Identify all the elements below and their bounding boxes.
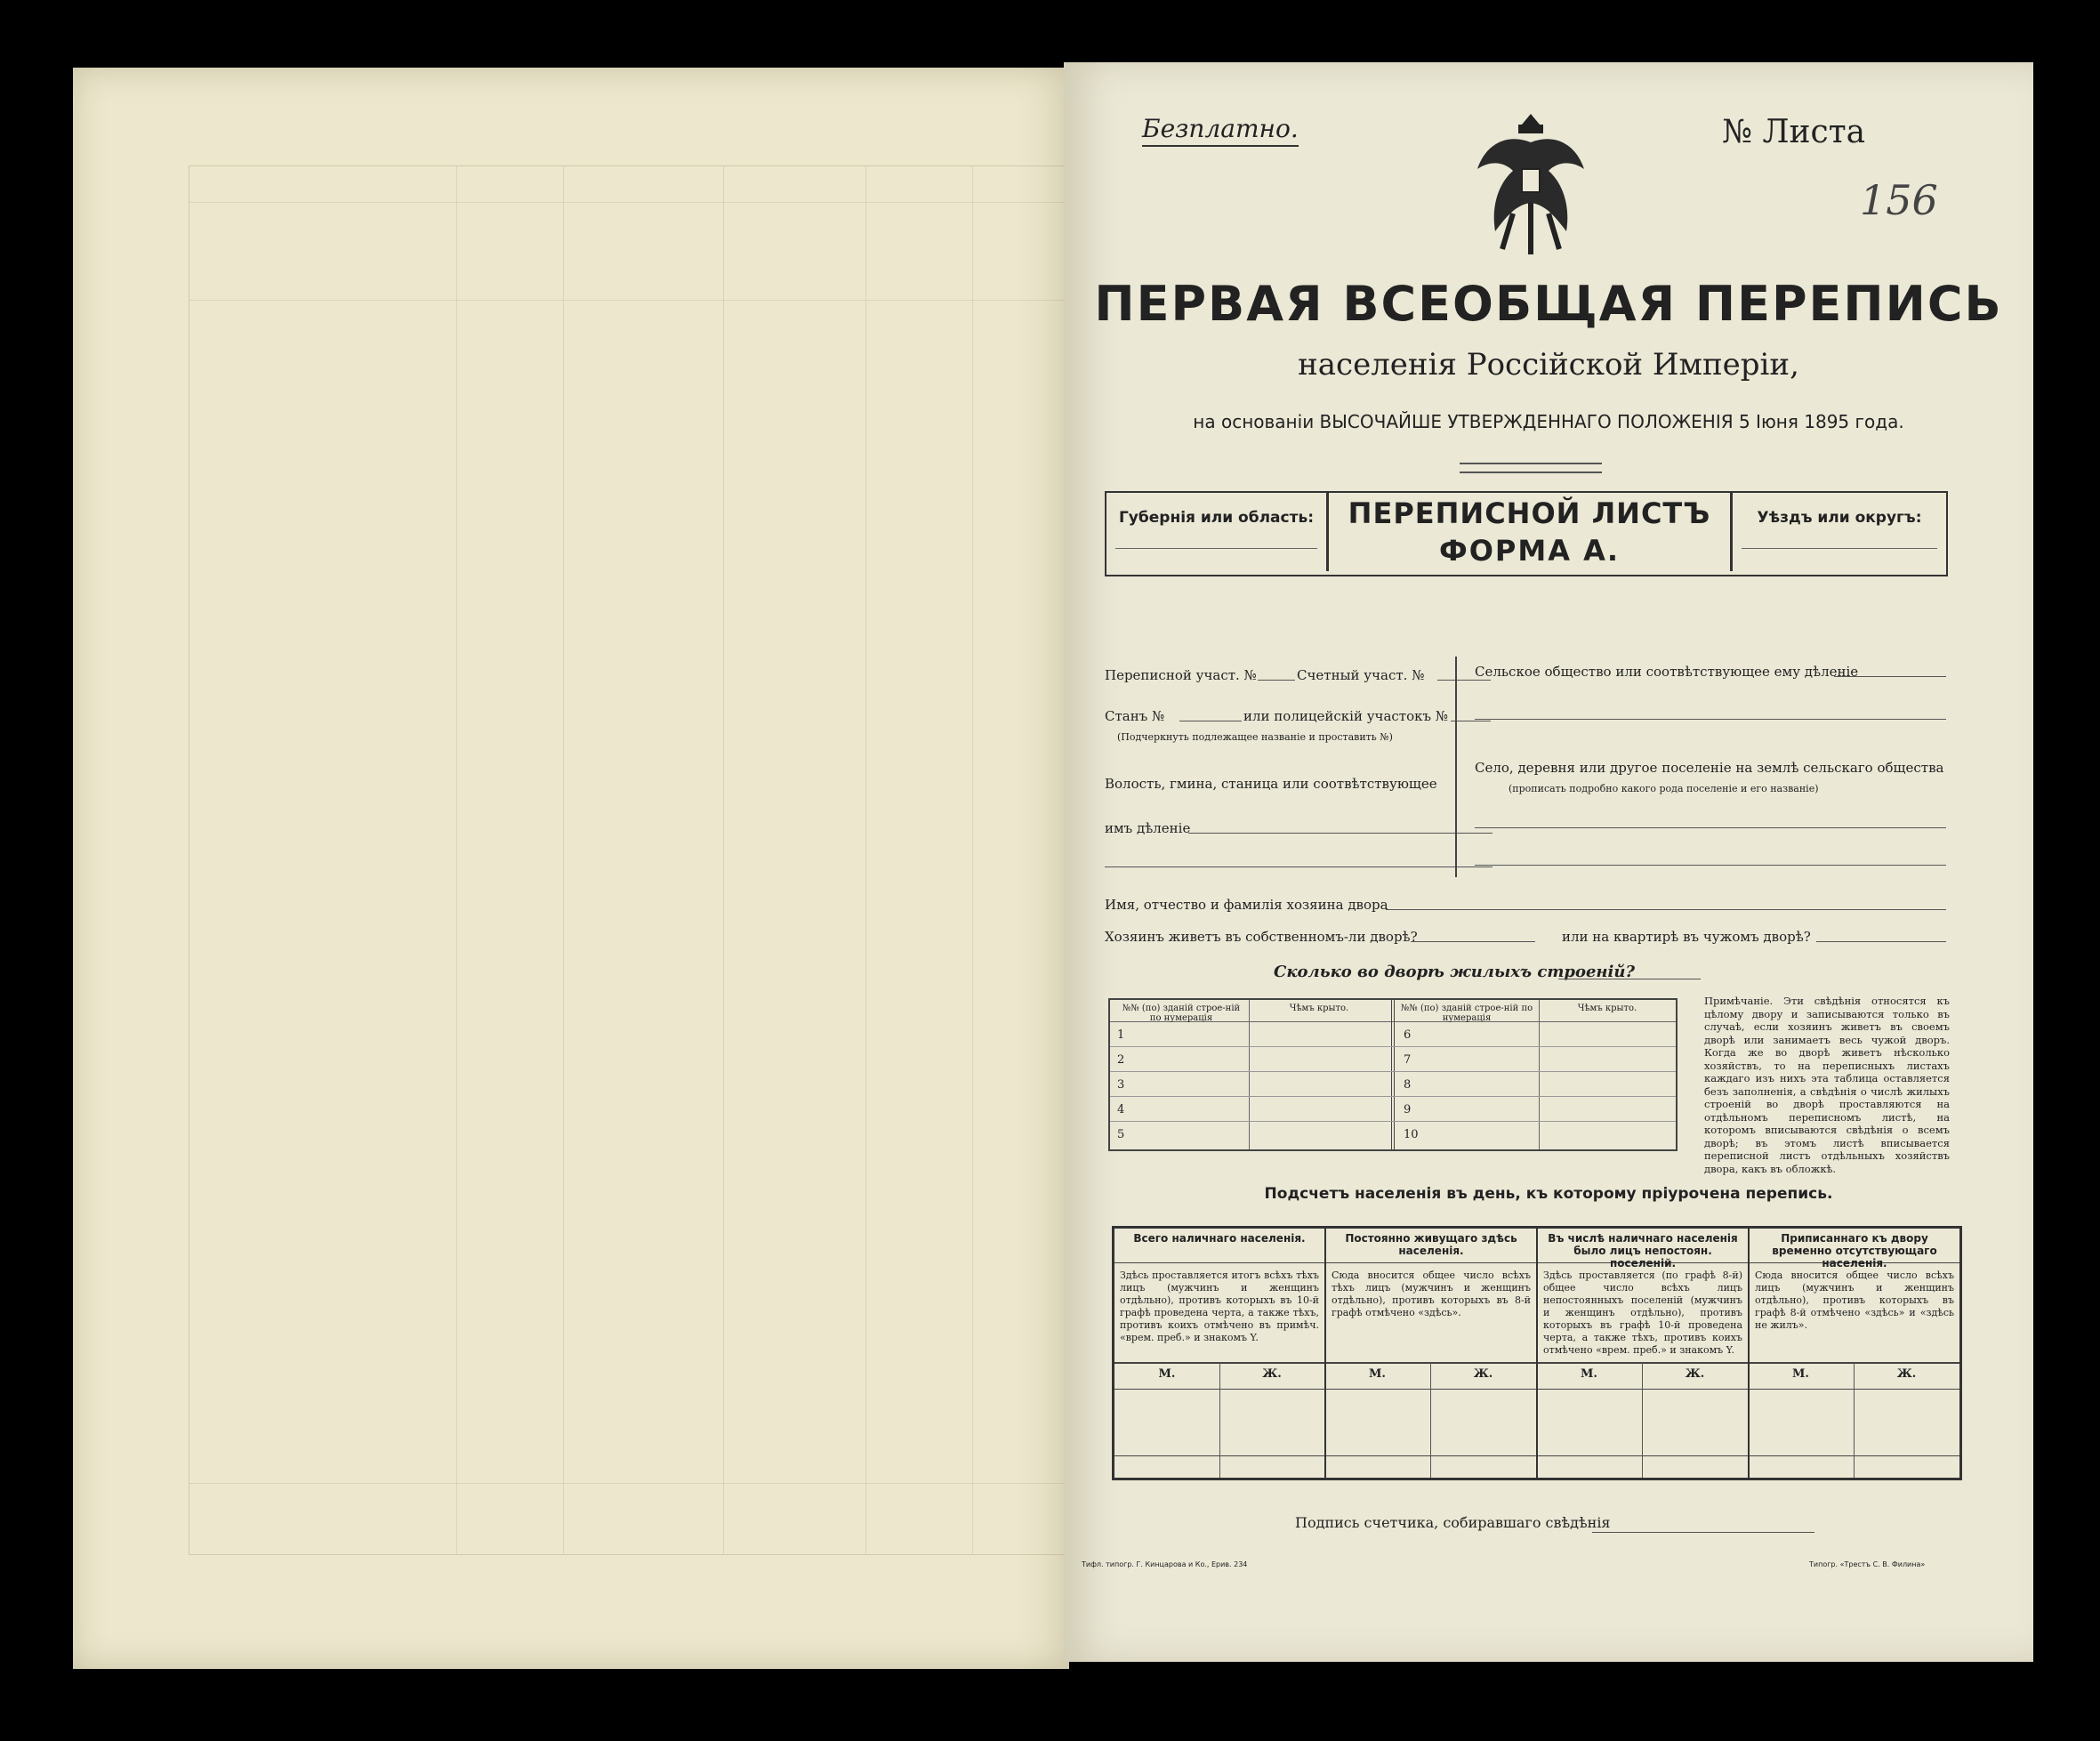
count-col-header: Приписаннаго къ двору временно отсутствующаго населенія. bbox=[1772, 1232, 1937, 1269]
female-label: Ж. bbox=[1896, 1367, 1917, 1381]
enumerator-signature-field[interactable] bbox=[1592, 1532, 1814, 1533]
structures-row-line bbox=[1110, 1046, 1676, 1047]
structures-row-number: 10 bbox=[1404, 1128, 1419, 1141]
structures-header-no-right: №№ (по) зданій строе-ній по нумерація bbox=[1400, 1003, 1533, 1023]
volost-cont-label: имъ дѣленіе bbox=[1105, 820, 1191, 836]
rural-society-field[interactable] bbox=[1834, 676, 1946, 677]
structures-row-line bbox=[1110, 1096, 1676, 1097]
structures-header-roof-left: Чѣмъ крыто. bbox=[1289, 1003, 1349, 1013]
show-through-grid bbox=[189, 165, 1066, 1555]
form-header-box bbox=[1105, 491, 1948, 576]
stan-label: Станъ № bbox=[1105, 708, 1165, 724]
stan-note: (Подчеркнуть подлежащее названіе и проставить №) bbox=[1117, 731, 1393, 743]
sheet-number-handwritten: 156 bbox=[1860, 176, 1938, 224]
owner-lives-field[interactable] bbox=[1411, 941, 1535, 942]
structures-row-number: 4 bbox=[1117, 1103, 1125, 1116]
count-col-description: Сюда вносится общее число всѣхъ тѣхъ лицъ (мужчинъ и женщинъ отдѣльно), противъ которыхъ въ 8-й графѣ отмѣчено «здѣсь». bbox=[1332, 1269, 1531, 1318]
printer-imprint-right: Типогр. «Трестъ С. В. Филина» bbox=[1809, 1560, 1926, 1568]
count-col-divider bbox=[1324, 1229, 1326, 1478]
village-label: Село, деревня или другое поселеніе на землѣ сельскаго общества bbox=[1475, 760, 1944, 776]
district-field[interactable] bbox=[1742, 548, 1937, 549]
count-col-header: Всего наличнаго населенія. bbox=[1133, 1232, 1306, 1245]
legal-basis: на основаніи ВЫСОЧАЙШЕ УТВЕРЖДЕННАГО ПОЛОЖЕНІЯ 5 Іюня 1895 года. bbox=[1193, 411, 1904, 432]
census-district-field[interactable] bbox=[1258, 680, 1295, 681]
female-label: Ж. bbox=[1262, 1367, 1282, 1381]
counting-district-label: Счетный участ. № bbox=[1297, 667, 1425, 683]
village-note: (прописать подробно какого рода поселеніе и его названіе) bbox=[1509, 783, 1819, 794]
count-col-divider bbox=[1748, 1229, 1750, 1478]
rural-society-field-2[interactable] bbox=[1475, 719, 1946, 720]
census-form-page bbox=[1064, 62, 2033, 1662]
structures-row-line bbox=[1110, 1071, 1676, 1072]
rural-society-label: Сельское общество или соотвѣтствующее ему дѣленіе bbox=[1475, 664, 1859, 680]
structures-row-number: 3 bbox=[1117, 1078, 1125, 1092]
structures-table bbox=[1108, 998, 1678, 1151]
count-col-header: Постоянно живущаго здѣсь населенія. bbox=[1345, 1232, 1517, 1257]
form-a-label: ФОРМА А. bbox=[1438, 534, 1621, 568]
district-cell bbox=[1730, 493, 1946, 571]
female-label: Ж. bbox=[1685, 1367, 1705, 1381]
sheet-number-label: № Листа bbox=[1722, 114, 1866, 150]
province-label: Губернія или область: bbox=[1118, 509, 1315, 527]
left-page bbox=[73, 68, 1069, 1669]
count-col-description: Сюда вносится общее число всѣхъ лицъ (мужчинъ и женщинъ отдѣльно), противъ которыхъ въ графѣ 8-й отмѣчено «здѣсь» и «здѣсь не жилъ». bbox=[1755, 1269, 1954, 1331]
police-district-label: или полицейскій участокъ № bbox=[1243, 708, 1449, 724]
structures-row-line bbox=[1110, 1121, 1676, 1122]
census-district-label: Переписной участ. № bbox=[1105, 667, 1257, 683]
structures-header-roof-right: Чѣмъ крыто. bbox=[1577, 1003, 1637, 1013]
count-col-description: Здѣсь проставляется итогъ всѣхъ тѣхъ лицъ (мужчинъ и женщинъ отдѣльно), противъ которыхъ въ 10-й графѣ проведена черта, а также тѣхъ, противъ коихъ отмѣчено въ примѣч. «врем. преб.» и знакомъ Y. bbox=[1120, 1269, 1319, 1343]
counting-district-field[interactable] bbox=[1437, 680, 1491, 681]
male-label: М. bbox=[1158, 1367, 1176, 1381]
apartment-field[interactable] bbox=[1816, 941, 1946, 942]
female-label: Ж. bbox=[1473, 1367, 1493, 1381]
count-col-divider bbox=[1536, 1229, 1538, 1478]
ornament-divider bbox=[1460, 463, 1602, 473]
enumerator-signature-label: Подпись счетчика, собиравшаго свѣдѣнія bbox=[1295, 1514, 1611, 1531]
structures-row-number: 2 bbox=[1117, 1053, 1125, 1067]
village-field[interactable] bbox=[1475, 827, 1946, 828]
apartment-label: или на квартирѣ въ чужомъ дворѣ? bbox=[1562, 929, 1811, 945]
structures-row-number: 8 bbox=[1404, 1078, 1412, 1092]
structures-row-number: 7 bbox=[1404, 1053, 1412, 1067]
structures-row-number: 6 bbox=[1404, 1028, 1412, 1042]
male-label: М. bbox=[1581, 1367, 1597, 1381]
printer-imprint-left: Тифл. типогр. Г. Кинцарова и Ко., Ерив. 234 bbox=[1082, 1560, 1248, 1568]
structures-row-number: 5 bbox=[1117, 1128, 1125, 1141]
owner-name-field[interactable] bbox=[1386, 909, 1946, 910]
form-subtitle: населенія Россійской Имперіи, bbox=[1298, 347, 1799, 383]
coat-of-arms-icon bbox=[1460, 107, 1602, 267]
structures-col-divider bbox=[1249, 1000, 1250, 1149]
owner-lives-label: Хозяинъ живетъ въ собственномъ-ли дворѣ? bbox=[1105, 929, 1418, 945]
structures-row-number: 9 bbox=[1404, 1103, 1412, 1116]
structures-mid-divider bbox=[1391, 1000, 1395, 1149]
form-main-title: ПЕРВАЯ ВСЕОБЩАЯ ПЕРЕПИСЬ bbox=[1094, 276, 2003, 332]
volost-field[interactable] bbox=[1188, 833, 1493, 834]
province-field[interactable] bbox=[1115, 548, 1317, 549]
province-cell bbox=[1106, 493, 1329, 571]
male-label: М. bbox=[1369, 1367, 1386, 1381]
owner-name-label: Имя, отчество и фамилія хозяина двора bbox=[1105, 897, 1388, 913]
census-sheet-title: ПЕРЕПИСНОЙ ЛИСТЪ bbox=[1348, 496, 1711, 530]
structures-question: Сколько во дворѣ жилыхъ строеній? bbox=[1274, 963, 1636, 981]
population-count-title: Подсчетъ населенія въ день, къ которому пріурочена перепись. bbox=[1264, 1185, 1833, 1203]
count-col-description: Здѣсь проставляется (по графѣ 8-й) общее число всѣхъ лицъ непостоянныхъ поселеній (мужчинъ и женщинъ отдѣльно), противъ которыхъ въ графѣ 10-й проведена черта, а также тѣхъ, противъ коихъ отмѣчено «врем. преб.» и знакомъ Y. bbox=[1543, 1269, 1742, 1356]
field-column-divider bbox=[1455, 657, 1457, 877]
free-label: Безплатно. bbox=[1142, 114, 1299, 147]
male-label: М. bbox=[1792, 1367, 1809, 1381]
structures-row-number: 1 bbox=[1117, 1028, 1125, 1042]
structures-col-divider bbox=[1539, 1000, 1540, 1149]
population-count-table bbox=[1112, 1226, 1962, 1480]
village-field-2[interactable] bbox=[1475, 865, 1946, 866]
structures-note: Примѣчаніе. Эти свѣдѣнія относятся къ цѣлому двору и записываются только въ случаѣ, если хозяинъ живетъ въ своемъ дворѣ или занимаетъ весь чужой дворъ. Когда же во дворѣ живетъ нѣсколько хозяйствъ, то на переписныхъ листахъ каждаго изъ нихъ эта таблица оставляется безъ заполненія, а свѣдѣнія о числѣ жилыхъ строеній во дворѣ проставляются на отдѣльномъ переписномъ листѣ, на которомъ вписываются свѣдѣнія о всемъ дворѣ; въ этомъ листѣ вписывается переписной листъ отдѣльныхъ хозяйствъ двора, какъ въ обложкѣ. bbox=[1704, 995, 1950, 1175]
structures-header-no-left: №№ (по) зданій строе-ній по нумерація bbox=[1122, 1003, 1241, 1023]
volost-field-2[interactable] bbox=[1105, 866, 1493, 867]
count-col-header: Въ числѣ наличнаго населенія было лицъ непостоян. поселеній. bbox=[1548, 1232, 1738, 1269]
district-label: Уѣздъ или округъ: bbox=[1757, 509, 1922, 527]
volost-label: Волость, гмина, станица или соотвѣтствующее bbox=[1105, 776, 1437, 792]
